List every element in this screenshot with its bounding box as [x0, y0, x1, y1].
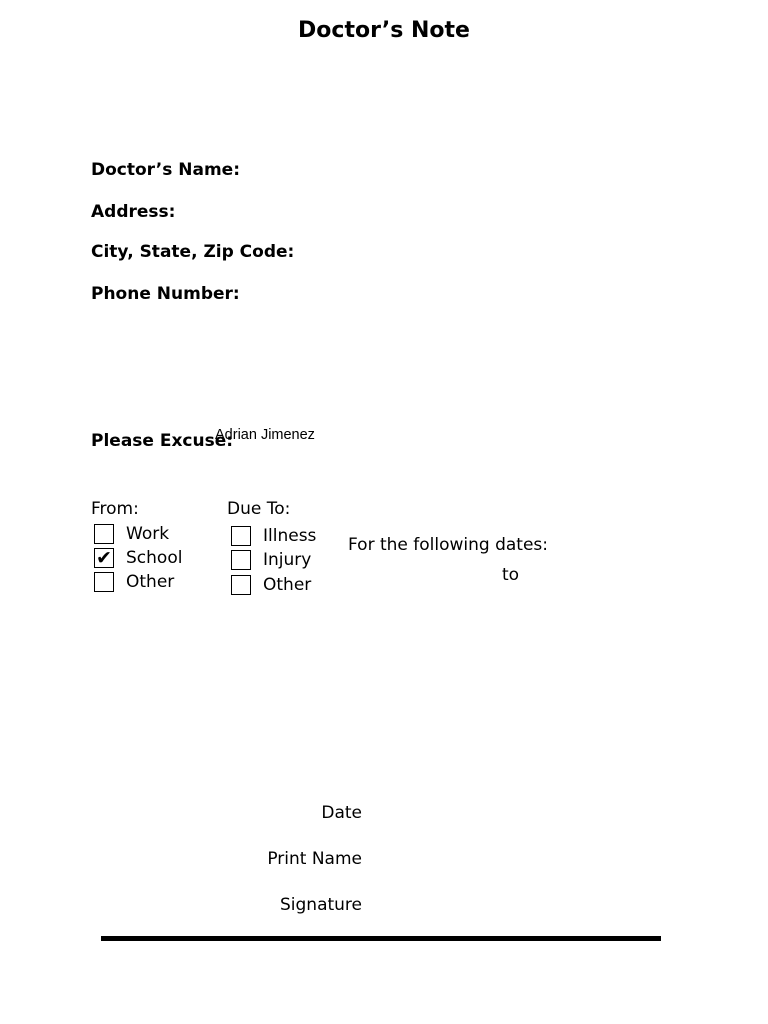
please-excuse-label: Please Excuse: [91, 431, 234, 451]
from-heading: From: [91, 499, 139, 519]
injury-checkbox[interactable] [231, 550, 251, 570]
address-label: Address: [91, 202, 176, 222]
illness-option-label: Illness [263, 526, 317, 546]
due-to-option-illness[interactable] [231, 524, 316, 548]
due-to-option-other[interactable] [231, 573, 311, 597]
from-other-checkbox[interactable] [94, 572, 114, 592]
city-state-zip-label: City, State, Zip Code: [91, 242, 295, 262]
from-other-option-label: Other [126, 572, 175, 592]
patient-name-field[interactable]: Adrian Jimenez [215, 427, 315, 443]
work-option-label: Work [126, 524, 170, 544]
due-to-other-checkbox[interactable] [231, 575, 251, 595]
school-option-label: School [126, 548, 183, 568]
phone-number-label: Phone Number: [91, 284, 240, 304]
school-checkbox[interactable] [94, 548, 114, 568]
injury-option-label: Injury [263, 550, 312, 570]
from-option-other[interactable] [94, 570, 174, 594]
due-to-option-injury[interactable] [231, 548, 311, 572]
date-range-to-label: to [502, 565, 520, 585]
due-to-other-option-label: Other [263, 575, 312, 595]
following-dates-label: For the following dates: [348, 535, 549, 555]
doctor-name-label: Doctor’s Name: [91, 160, 241, 180]
signature-label: Signature [279, 895, 362, 915]
due-to-heading: Due To: [227, 499, 291, 519]
from-option-school[interactable] [94, 546, 182, 570]
print-name-label: Print Name [267, 849, 362, 869]
illness-checkbox[interactable] [231, 526, 251, 546]
signature-line [101, 936, 661, 941]
work-checkbox[interactable] [94, 524, 114, 544]
from-option-work[interactable] [94, 522, 169, 546]
page-title: Doctor’s Note [298, 18, 470, 43]
checkmark-icon: ✔ [96, 546, 112, 569]
date-label: Date [321, 803, 362, 823]
